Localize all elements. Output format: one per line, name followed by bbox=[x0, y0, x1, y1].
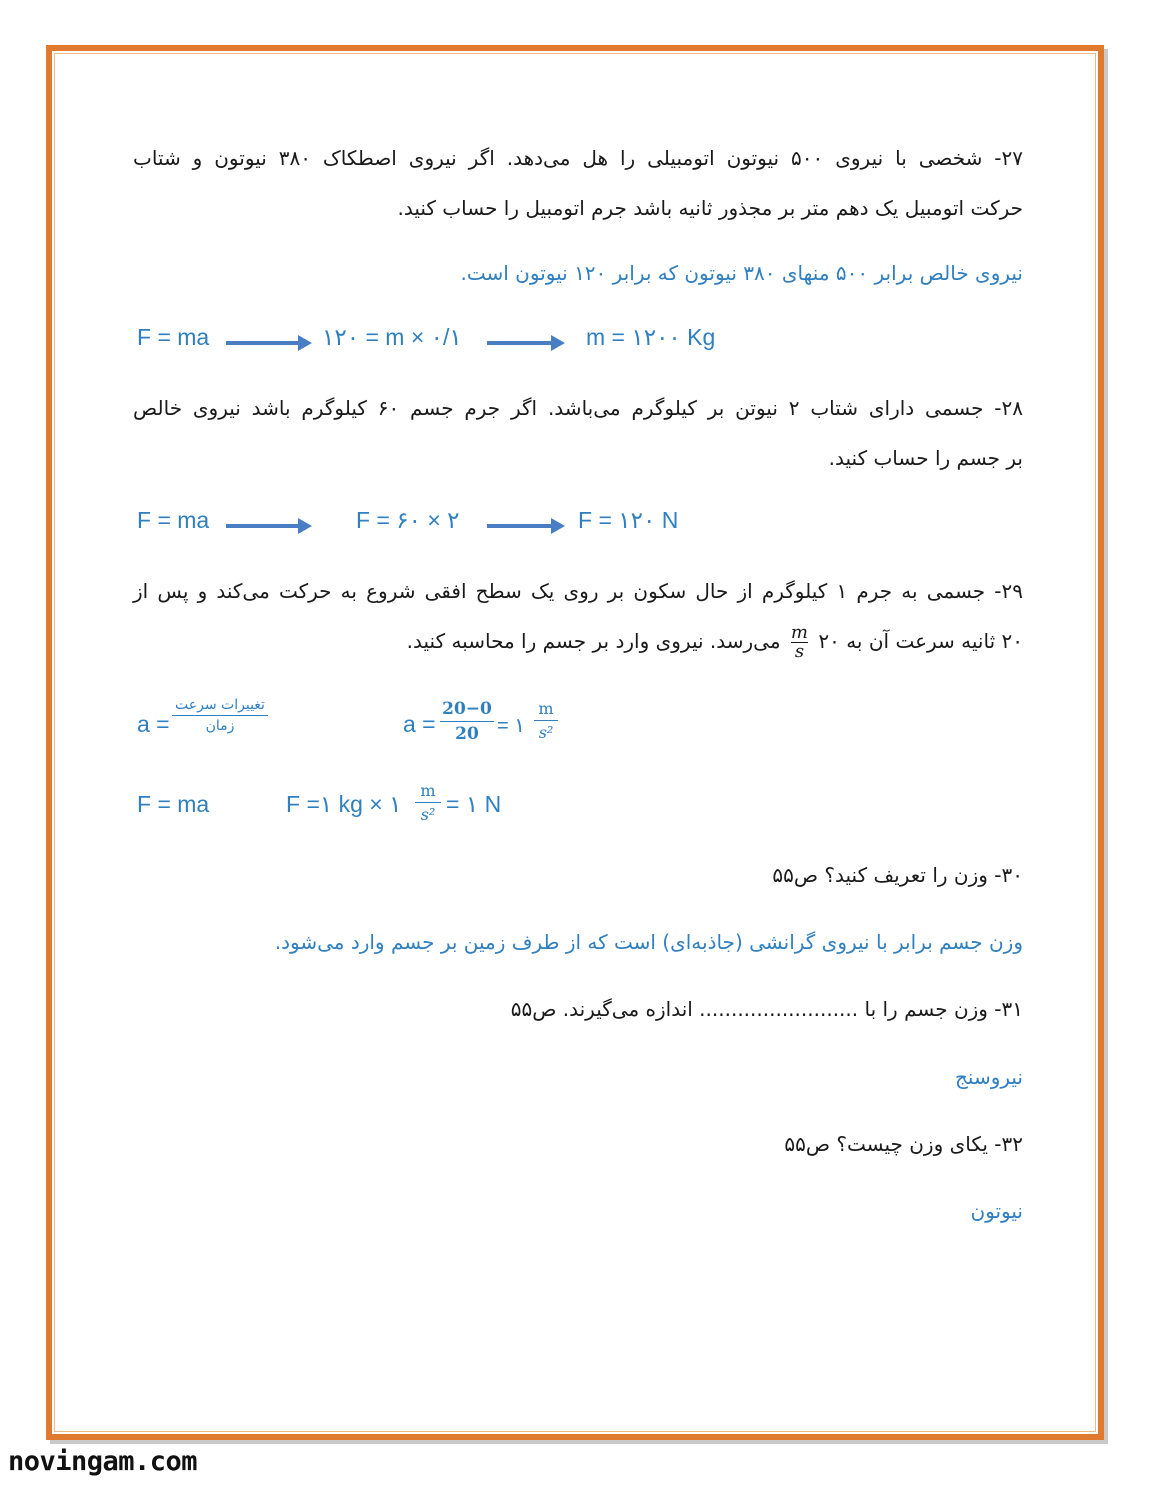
q28-eq1: F = ma bbox=[137, 507, 210, 533]
unit-denominator: s bbox=[794, 641, 805, 662]
q32-question: ۳۲- یکای وزن چیست؟ ص۵۵ bbox=[784, 1132, 1023, 1156]
q31-question: ۳۱- وزن جسم را با ......................... اندازه می‌گیرند. ص۵۵ bbox=[510, 997, 1023, 1021]
q27-answer: نیروی خالص برابر ۵۰۰ منهای ۳۸۰ نیوتون که برابر ۱۲۰ نیوتون است. bbox=[460, 261, 1023, 285]
q27-eq2: ۱۲۰ = m × ۰/۱ bbox=[322, 324, 462, 350]
q29-text bbox=[133, 566, 1023, 666]
q29-line2-start: ۲۰ ثانیه سرعت آن به ۲۰ bbox=[818, 629, 1023, 653]
frac1-numerator: تغییرات سرعت bbox=[175, 697, 265, 713]
q28-line1: ۲۸- جسمی دارای شتاب ۲ نیوتن بر کیلوگرم می‌باشد. اگر جرم جسم ۶۰ کیلوگرم باشد نیروی خالص bbox=[133, 396, 1024, 420]
q28-eq2: F = ۶۰ × ۲ bbox=[356, 507, 460, 533]
q29-a2-label: a = bbox=[403, 711, 436, 737]
arrow-icon bbox=[487, 516, 565, 536]
q27-line1: ۲۷- شخصی با نیروی ۵۰۰ نیوتون اتومبیلی را هل می‌دهد. اگر نیروی اصطکاک ۳۸۰ نیوتون و شتاب bbox=[133, 146, 1024, 170]
arrow-icon bbox=[487, 333, 565, 353]
q27-eq3: m = ۱۲۰۰ Kg bbox=[586, 324, 716, 350]
q27-line2: حرکت اتومبیل یک دهم متر بر مجذور ثانیه باشد جرم اتومبیل را حساب کنید. bbox=[397, 196, 1023, 220]
q29-frac1 bbox=[172, 697, 268, 734]
frac4-numerator: m bbox=[420, 781, 436, 800]
q29-frac4 bbox=[415, 781, 441, 824]
frac1-denominator: زمان bbox=[205, 718, 235, 734]
q28-eq3: F = ۱۲۰ N bbox=[578, 507, 679, 533]
velocity-unit bbox=[791, 624, 808, 661]
q29-frac2 bbox=[440, 699, 494, 744]
q29-a-label: a = bbox=[137, 711, 170, 737]
q27-eq1: F = ma bbox=[137, 324, 210, 350]
frac3-denominator: s² bbox=[538, 723, 554, 742]
frac4-denominator: s² bbox=[420, 805, 436, 824]
q28-line2: بر جسم را حساب کنید. bbox=[828, 446, 1023, 470]
q30-question: ۳۰- وزن را تعریف کنید؟ ص۵۵ bbox=[772, 863, 1023, 887]
q29-frac3 bbox=[534, 699, 558, 742]
q29-a2-result: = ۱ bbox=[497, 715, 525, 737]
frac3-numerator: m bbox=[538, 699, 554, 718]
arrow-icon bbox=[226, 516, 312, 536]
q29-line1: ۲۹- جسمی به جرم ۱ کیلوگرم از حال سکون بر روی یک سطح افقی شروع به حرکت می‌کند و پس از bbox=[133, 579, 1023, 603]
q29-f-result: = ۱ N bbox=[446, 791, 502, 817]
unit-numerator: m bbox=[790, 622, 808, 643]
q29-f-label: F = ma bbox=[137, 791, 210, 817]
frac2-denominator: 20 bbox=[455, 724, 479, 744]
q30-answer: وزن جسم برابر با نیروی گرانشی (جاذبه‌ای) است که از طرف زمین بر جسم وارد می‌شود. bbox=[274, 930, 1023, 954]
q29-line2 bbox=[133, 616, 1023, 666]
site-watermark: novingam.com bbox=[8, 1446, 198, 1477]
q29-line2-end: می‌رسد. نیروی وارد بر جسم را محاسبه کنید. bbox=[406, 629, 781, 653]
q32-answer: نیوتون bbox=[970, 1199, 1023, 1223]
frac2-numerator: 20−0 bbox=[442, 699, 492, 719]
arrow-icon bbox=[226, 333, 312, 353]
q28-text bbox=[133, 383, 1023, 483]
q27-text bbox=[133, 133, 1023, 233]
q29-f-calc: F =۱ kg × ۱ bbox=[286, 791, 402, 817]
q31-answer: نیروسنج bbox=[955, 1065, 1023, 1089]
